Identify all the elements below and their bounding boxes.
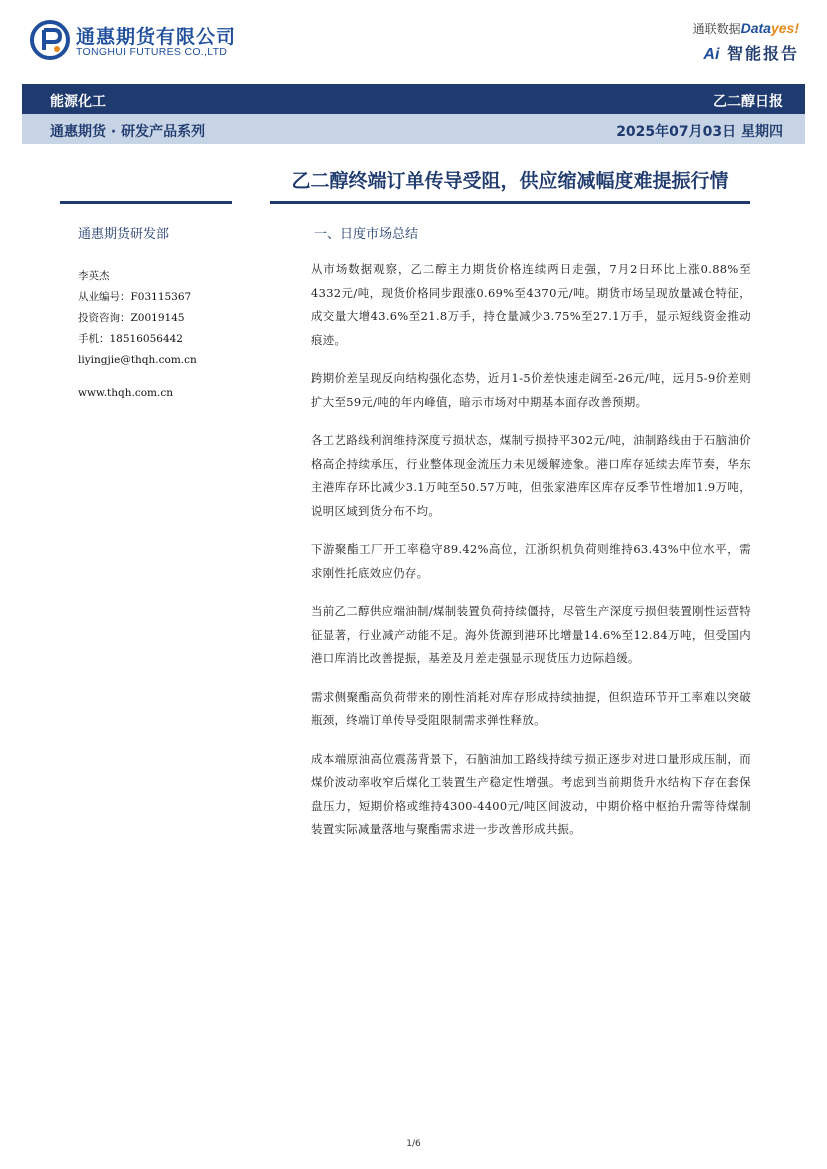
author-email[interactable]: liyingjie@thqh.com.cn (78, 354, 197, 366)
body-paragraph: 需求侧聚酯高负荷带来的刚性消耗对库存形成持续抽提，但织造环节开工率难以突破瓶颈，终端订单传导受阻限制需求弹性释放。 (311, 689, 751, 727)
tonghui-logo-icon (30, 20, 70, 60)
author-name: 李英杰 (78, 270, 110, 282)
body-paragraph: 当前乙二醇供应端油制/煤制装置负荷持续僵持，尽管生产深度亏损但装置刚性运营特征显著，行业减产动能不足。海外货源到港环比增量14.6%至12.84万吨，但受国内港口库消比改善提振，基差及月差走强显示现货压力边际趋缓。 (311, 604, 751, 665)
license-number: 从业编号：F03115367 (78, 291, 192, 303)
body-paragraph: 从市场数据观察，乙二醇主力期货价格连续两日走强，7月2日环比上涨0.88%至4332元/吨，现货价格同步跟涨0.69%至4370元/吨。期货市场呈现放量减仓特征，成交量大增43.6%至21.8万手，持仓量减少3.75%至27.1万手，显示短线资金推动痕迹。 (311, 262, 751, 347)
brand-report-line (693, 41, 799, 64)
consult-number: 投资咨询：Z0019145 (78, 312, 185, 324)
report-title: 乙二醇终端订单传导受阻，供应缩减幅度难提振行情 (291, 170, 729, 192)
body-paragraph: 成本端原油高位震荡背景下，石脑油加工路线持续亏损正逐步对进口量形成压制，而煤价波动率收窄后煤化工装置生产稳定性增强。考虑到当前期货升水结构下存在套保盘压力，短期价格或维持4300-4400元/吨区间波动，中期价格中枢抬升需等待煤制装置实际减量落地与聚酯需求进一步改善形成共振。 (311, 751, 751, 836)
series-bar (22, 114, 805, 144)
company-logo (30, 20, 237, 64)
page-number: 1/6 (406, 1139, 421, 1149)
company-name-en: TONGHUI FUTURES CO.,LTD (76, 46, 228, 58)
body-paragraph: 下游聚酯工厂开工率稳守89.42%高位，江浙织机负荷则维持63.43%中位水平，需求刚性托底效应仍存。 (311, 542, 751, 580)
series-label: 通惠期货 · 研发产品系列 (50, 124, 206, 140)
datayes-brand (693, 20, 799, 64)
brand-ai: Ai (703, 46, 720, 63)
author-sidebar (78, 223, 258, 404)
body-paragraph: 跨期价差呈现反向结构强化态势，近月1-5价差快速走阔至-26元/吨，远月5-9价差则扩大至59元/吨的年内峰值，暗示市场对中期基本面存改善预期。 (311, 371, 751, 409)
report-date: 2025年07月03日 星期四 (616, 124, 783, 140)
brand-report: 智能报告 (726, 44, 799, 63)
brand-yes: yes! (770, 20, 799, 36)
body-paragraph: 各工艺路线利润维持深度亏损状态，煤制亏损持平302元/吨，油制路线由于石脑油价格高企持续承压，行业整体现金流压力未见缓解迹象。港口库存延续去库节奏，华东主港库存环比减少3.1万吨至50.57万吨，但张家港库区库存反季节性增加1.9万吨，说明区域到货分布不均。 (311, 433, 751, 518)
report-type-label: 乙二醇日报 (713, 94, 783, 110)
research-dept: 通惠期货研发部 (78, 227, 170, 242)
company-name-cn: 通惠期货有限公司 (76, 26, 237, 48)
report-body (311, 258, 751, 857)
brand-line (693, 20, 799, 37)
sector-bar (22, 84, 805, 114)
sidebar-divider (60, 201, 232, 204)
brand-prefix: 通联数据 (692, 22, 741, 36)
title-divider (270, 201, 750, 204)
sector-label: 能源化工 (50, 94, 106, 110)
brand-data: Data (740, 20, 771, 36)
company-website[interactable]: www.thqh.com.cn (78, 387, 173, 399)
section-heading: 一、日度市场总结 (314, 227, 419, 242)
phone-number: 手机：18516056442 (78, 333, 183, 345)
